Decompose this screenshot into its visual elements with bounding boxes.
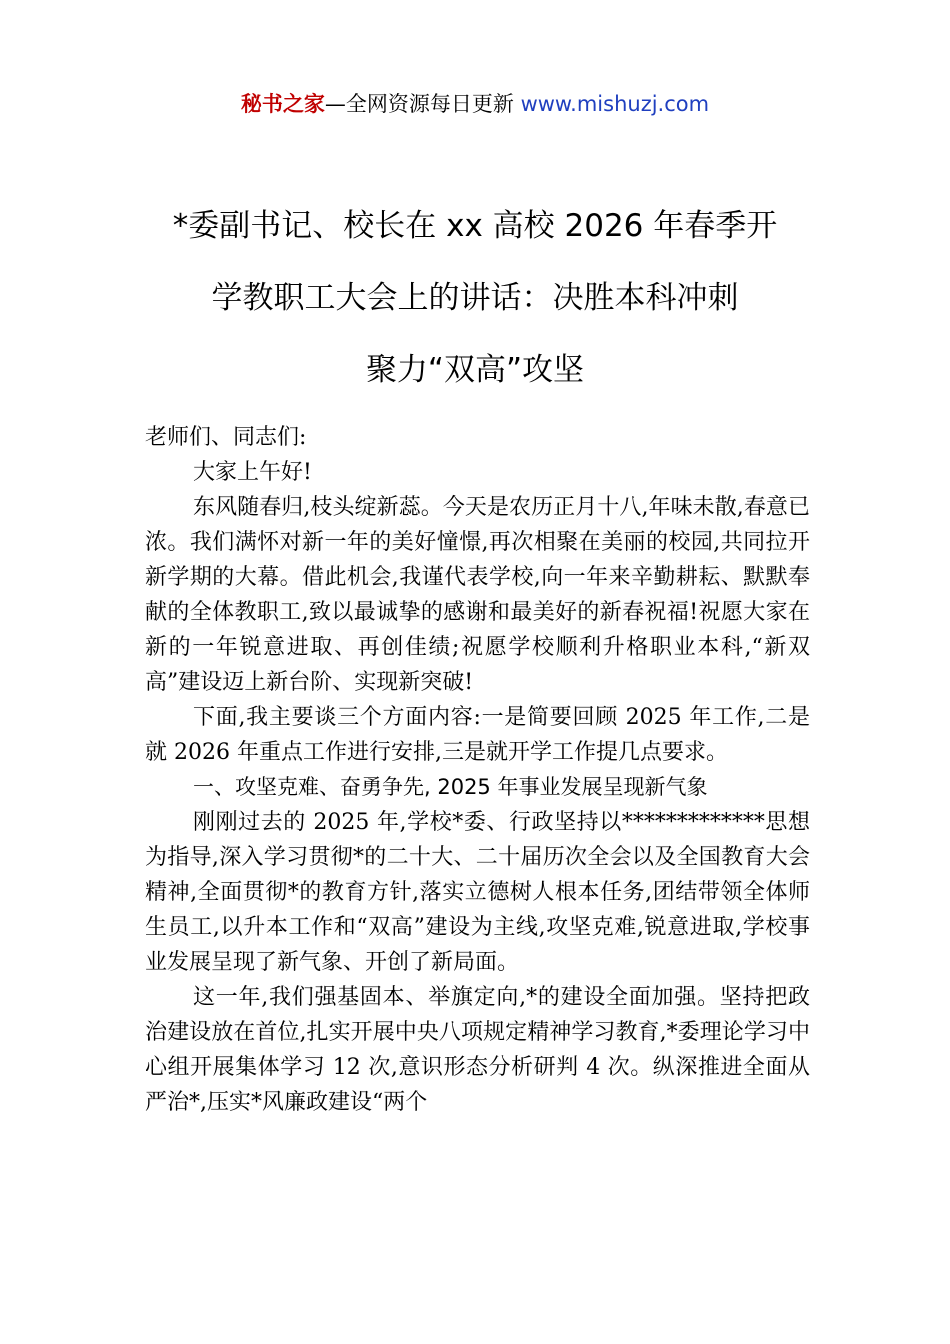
site-url-link[interactable]: www.mishuzj.com [520, 92, 710, 116]
site-header [0, 88, 950, 120]
paragraph: 刚刚过去的 2025 年,学校*委、行政坚持以*************思想为指导,深入学习贯彻*的二十大、二十届历次全会以及全国教育大会精神,全面贯彻*的教育方针,落实立德树人根本任务,团结带领全体师生员工,以升本工作和“双高”建设为主线,攻坚克难,锐意进取,学校事业发展呈现了新气象、开创了新局面。 [145, 810, 810, 975]
title-line-3: 聚力“双高”攻坚 [365, 352, 585, 388]
paragraph: 下面,我主要谈三个方面内容:一是简要回顾 2025 年工作,二是就 2026 年重点工作进行安排,三是就开学工作提几点要求。 [145, 705, 810, 765]
salutation: 老师们、同志们: [145, 425, 307, 450]
section-heading: 一、攻坚克难、奋勇争先, 2025 年事业发展呈现新气象 [193, 775, 708, 799]
document-title [110, 190, 840, 406]
header-slogan: —全网资源每日更新 [324, 92, 521, 116]
title-line-2: 学教职工大会上的讲话：决胜本科冲刺 [211, 280, 739, 316]
paragraph: 东风随春归,枝头绽新蕊。今天是农历正月十八,年味未散,春意已浓。我们满怀对新一年的美好憧憬,再次相聚在美丽的校园,共同拉开新学期的大幕。借此机会,我谨代表学校,向一年来辛勤耕耘、默默奉献的全体教职工,致以最诚挚的感谢和最美好的新春祝福!祝愿大家在新的一年锐意进取、再创佳绩;祝愿学校顺利升格职业本科,“新双高”建设迈上新台阶、实现新突破! [145, 495, 810, 695]
title-line-1: *委副书记、校长在 xx 高校 2026 年春季开 [172, 208, 778, 244]
brand-name: 秘书之家 [240, 92, 325, 116]
greeting: 大家上午好! [193, 460, 312, 485]
document-body [145, 420, 810, 1120]
paragraph: 这一年,我们强基固本、举旗定向,*的建设全面加强。坚持把政治建设放在首位,扎实开展中央八项规定精神学习教育,*委理论学习中心组开展集体学习 12 次,意识形态分析研判 4 次。纵深推进全面从严治*,压实*风廉政建设“两个 [145, 985, 810, 1115]
